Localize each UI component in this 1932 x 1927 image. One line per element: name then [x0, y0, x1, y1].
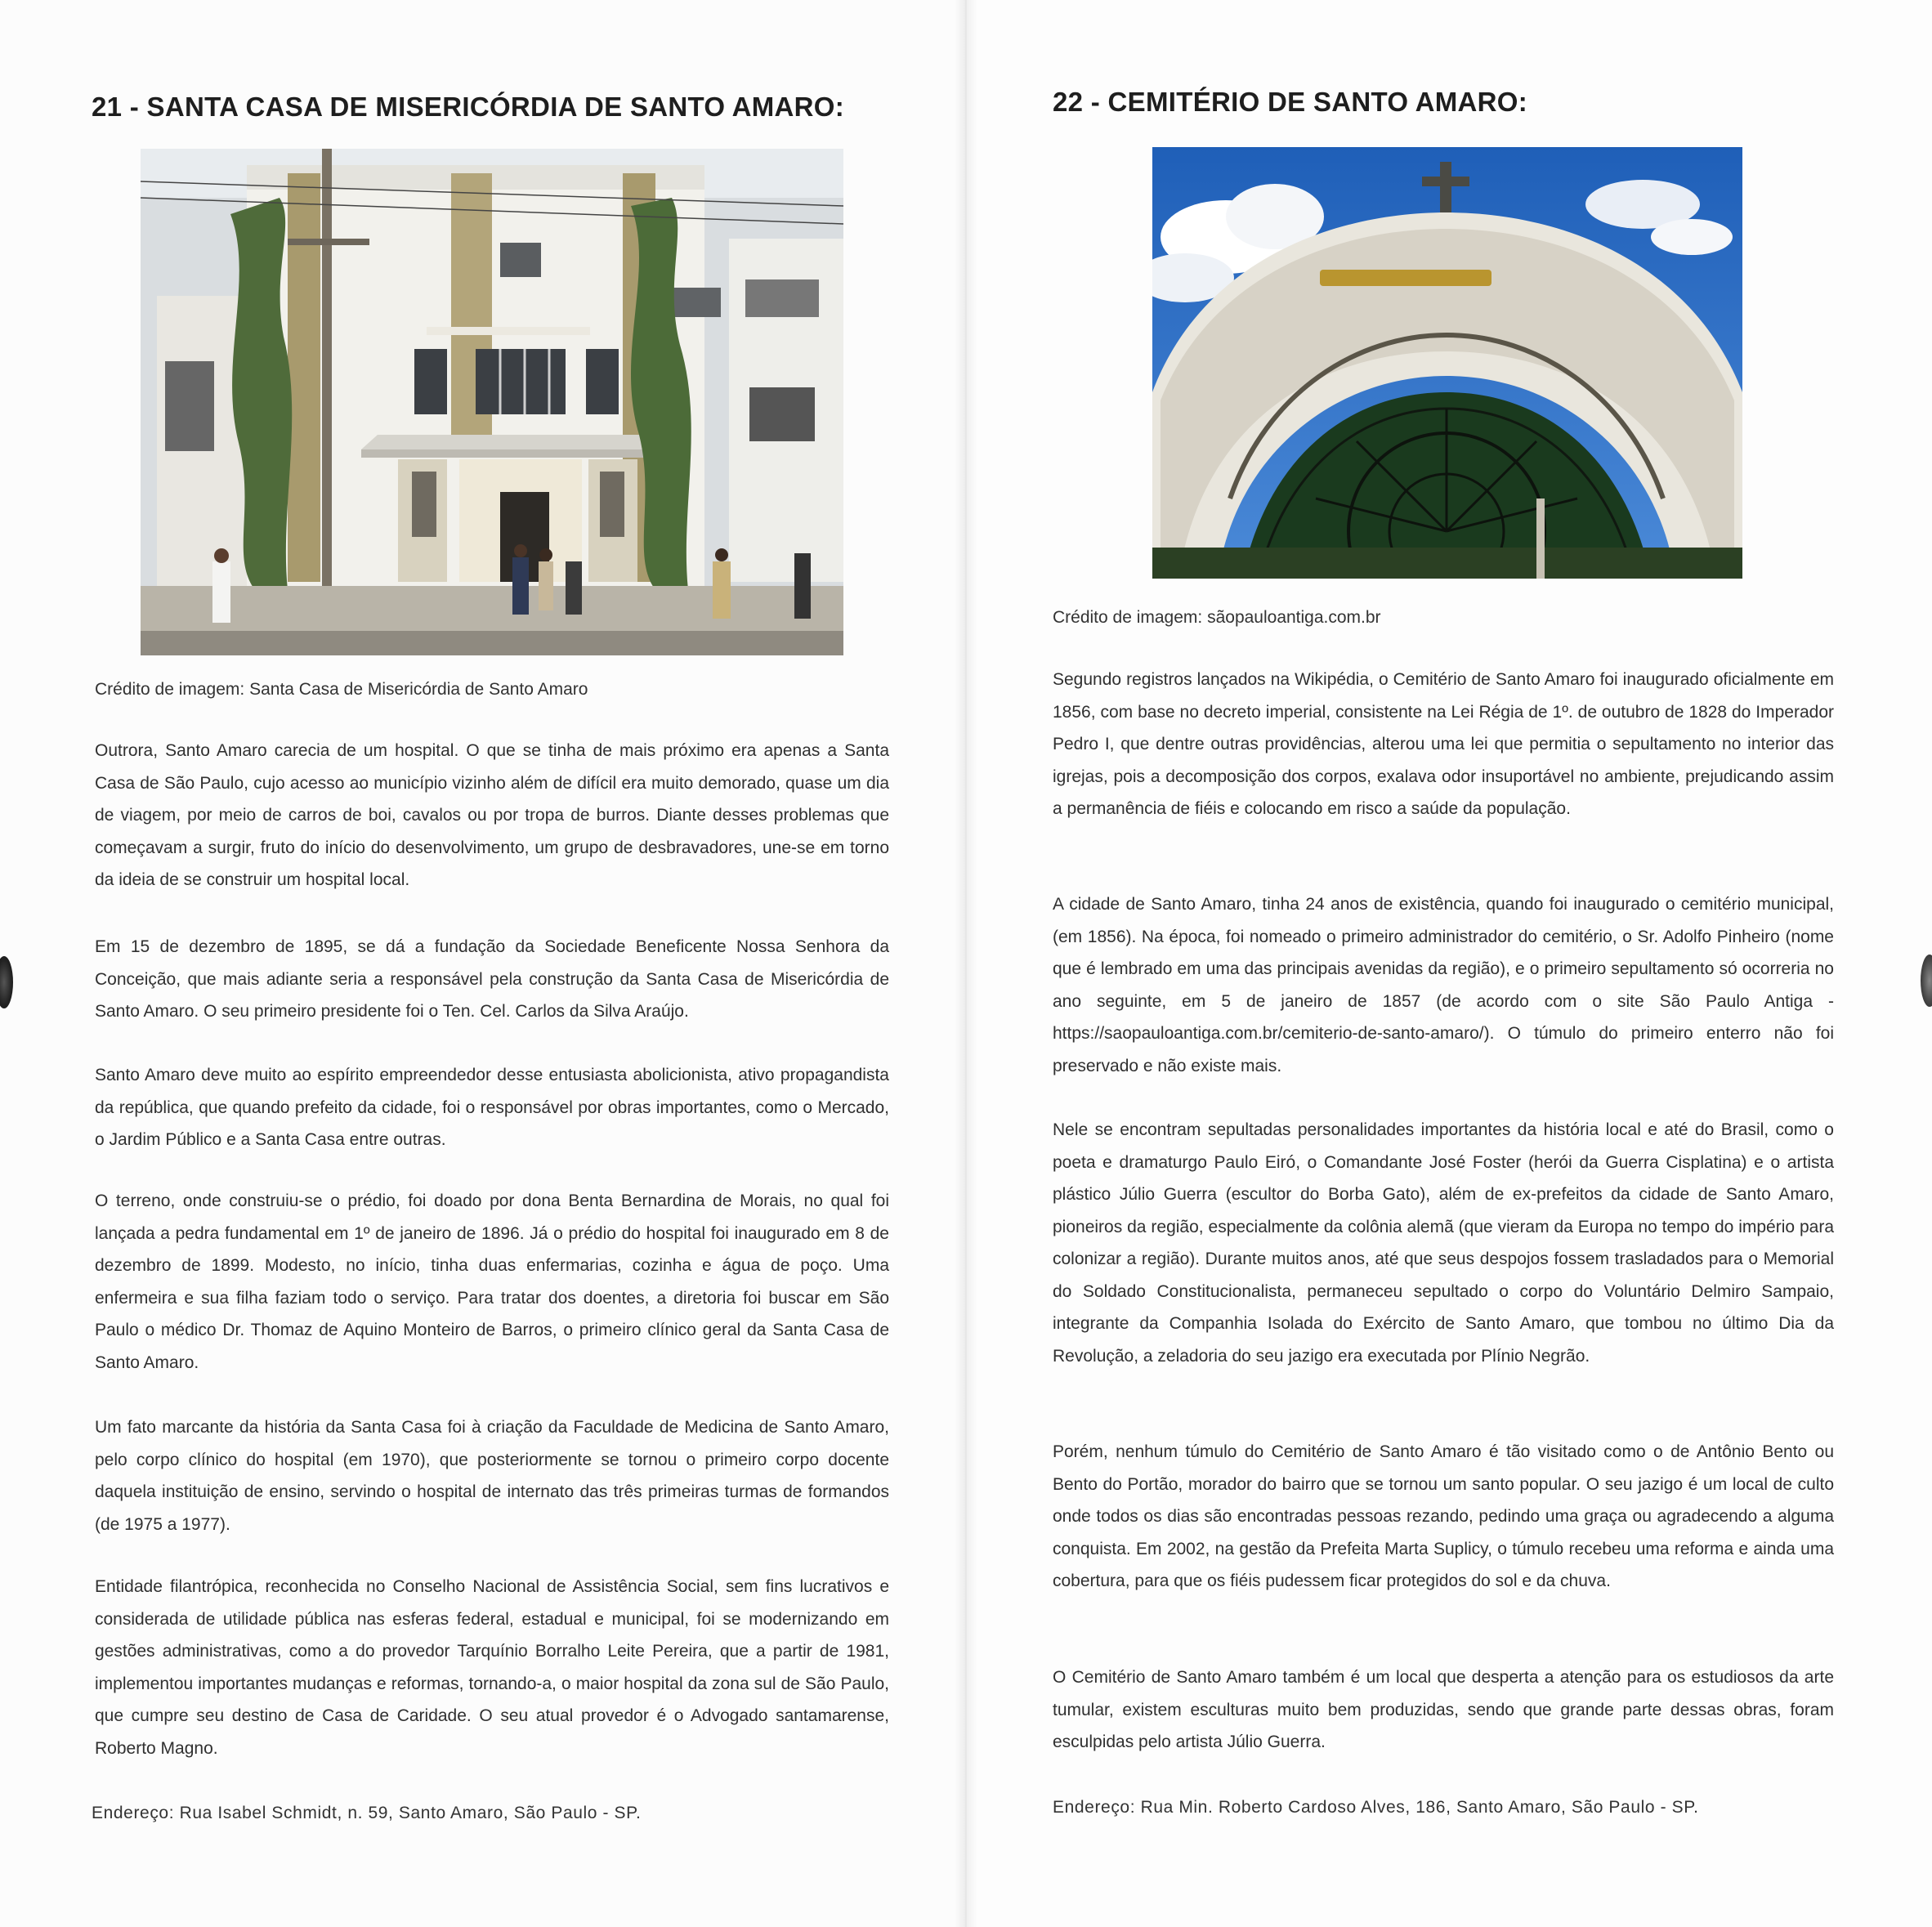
right-paragraph-3: Nele se encontram sepultadas personalidades importantes da história local e até do Brasil, como o poeta e dramaturgo Paulo Eiró, o Comandante José Foster (herói da Guerra Cisplatina) e o artista plástico Júlio Guerra (escultor do Borba Gato), além de ex-prefeitos da cidade de Santo Amaro, pioneiros da região, especialmente da colônia alemã (que vieram da Europa no tempo do império para colonizar a região). Durante muitos anos, até que seus despojos fossem trasladados para o Memorial do Soldado Constitucionalista, permaneceu sepultado o corpo do Voluntário Delmiro Sampaio, integrante da Companhia Isolada do Exército de Santo Amaro, que tombou no último Dia da Revolução, a zeladoria do seu jazigo era executada por Plínio Negrão. — [1053, 1120, 1834, 1366]
cemetery-gate-photo — [1152, 147, 1742, 579]
santa-casa-photo — [141, 149, 843, 655]
left-image-caption: Crédito de imagem: Santa Casa de Misericórdia de Santo Amaro — [95, 680, 588, 699]
right-page — [966, 0, 1932, 1927]
left-address: Endereço: Rua Isabel Schmidt, n. 59, Santo Amaro, São Paulo - SP. — [92, 1804, 642, 1822]
right-page-title: 22 - CEMITÉRIO DE SANTO AMARO: — [1053, 87, 1528, 117]
book-gutter — [955, 0, 977, 1927]
right-paragraph-5: O Cemitério de Santo Amaro também é um local que desperta a atenção para os estudiosos da arte tumular, existem esculturas muito bem produzidas, sendo que grande parte dessas obras, foram esculpidas pelo artista Júlio Guerra. — [1053, 1668, 1834, 1751]
left-paragraph-5: Um fato marcante da história da Santa Casa foi à criação da Faculdade de Medicina de Santo Amaro, pelo corpo clínico do hospital (em 1970), que posteriormente se tornou o primeiro corpo docente daquela instituição de ensino, servindo o hospital de internato das três primeiras turmas de formandos (de 1975 a 1977). — [95, 1418, 889, 1534]
left-paragraph-3: Santo Amaro deve muito ao espírito empreendedor desse entusiasta abolicionista, ativo propagandista da república, que quando prefeito da cidade, foi o responsável por obras importantes, como o Mercado, o Jardim Público e a Santa Casa entre outras. — [95, 1066, 889, 1149]
left-paragraph-2: Em 15 de dezembro de 1895, se dá a fundação da Sociedade Beneficente Nossa Senhora da Conceição, que mais adiante seria a responsável pela construção da Santa Casa de Misericórdia de Santo Amaro. O seu primeiro presidente foi o Ten. Cel. Carlos da Silva Araújo. — [95, 937, 889, 1021]
right-address: Endereço: Rua Min. Roberto Cardoso Alves, 186, Santo Amaro, São Paulo - SP. — [1053, 1798, 1699, 1817]
right-paragraph-2: A cidade de Santo Amaro, tinha 24 anos de existência, quando foi inaugurado o cemitério municipal, (em 1856). Na época, foi nomeado o primeiro administrador do cemitério, o Sr. Adolfo Pinheiro (nome que é lembrado em uma das principais avenidas da região), e o primeiro sepultamento só ocorreria no ano seguinte, em 5 de janeiro de 1857 (de acordo com o site São Paulo Antiga - https://saopauloantiga.com.br/cemiterio-de-santo-amaro/). O túmulo do primeiro enterro não foi preservado e não existe mais. — [1053, 895, 1834, 1075]
right-paragraph-1: Segundo registros lançados na Wikipédia, o Cemitério de Santo Amaro foi inaugurado oficialmente em 1856, com base no decreto imperial, consistente na Lei Régia de 1º. de outubro de 1828 do Imperador Pedro I, que dentre outras providências, alterou uma lei que permitia o sepultamento no interior das igrejas, pois a decomposição dos corpos, exalava odor insuportável no ambiente, prejudicando assim a permanência de fiéis e colocando em risco a saúde da população. — [1053, 670, 1834, 818]
right-paragraph-4: Porém, nenhum túmulo do Cemitério de Santo Amaro é tão visitado como o de Antônio Bento ou Bento do Portão, morador do bairro que se tornou um santo popular. O seu jazigo é um local de culto onde todos os dias são encontradas pessoas rezando, pedindo uma graça ou agradecendo a alguma conquista. Em 2002, na gestão da Prefeita Marta Suplicy, o túmulo recebeu uma reforma e ainda uma cobertura, para que os fiéis pudessem ficar protegidos do sol e da chuva. — [1053, 1442, 1834, 1590]
left-paragraph-1: Outrora, Santo Amaro carecia de um hospital. O que se tinha de mais próximo era apenas a Santa Casa de São Paulo, cujo acesso ao município vizinho além de difícil era muito demorado, quase um dia de viagem, por meio de carros de boi, cavalos ou por tropa de burros. Diante desses problemas que começavam a surgir, fruto do início do desenvolvimento, um grupo de desbravadores, une-se em torno da ideia de se construir um hospital local. — [95, 741, 889, 889]
left-paragraph-6: Entidade filantrópica, reconhecida no Conselho Nacional de Assistência Social, sem fins lucrativos e considerada de utilidade pública nas esferas federal, estadual e municipal, foi se modernizando em gestões administrativas, como a do provedor Tarquínio Borralho Leite Pereira, que a partir de 1981, implementou importantes mudanças e reformas, tornando-a, o maior hospital da zona sul de São Paulo, que cumpre seu destino de Casa de Caridade. O seu atual provedor é o Advogado santamarense, Roberto Magno. — [95, 1577, 889, 1758]
right-image-caption: Crédito de imagem: sãopauloantiga.com.br — [1053, 608, 1381, 627]
left-paragraph-4: O terreno, onde construiu-se o prédio, foi doado por dona Benta Bernardina de Morais, no qual foi lançada a pedra fundamental em 1º de janeiro de 1896. Já o prédio do hospital foi inaugurado em 8 de dezembro de 1899. Modesto, no início, tinha duas enfermarias, cozinha e água de poço. Uma enfermeira e sua filha faziam todo o serviço. Para tratar dos doentes, a diretoria foi buscar em São Paulo o médico Dr. Thomaz de Aquino Monteiro de Barros, o primeiro clínico geral da Santa Casa de Santo Amaro. — [95, 1192, 889, 1372]
left-page-title: 21 - SANTA CASA DE MISERICÓRDIA DE SANTO AMARO: — [92, 92, 845, 122]
